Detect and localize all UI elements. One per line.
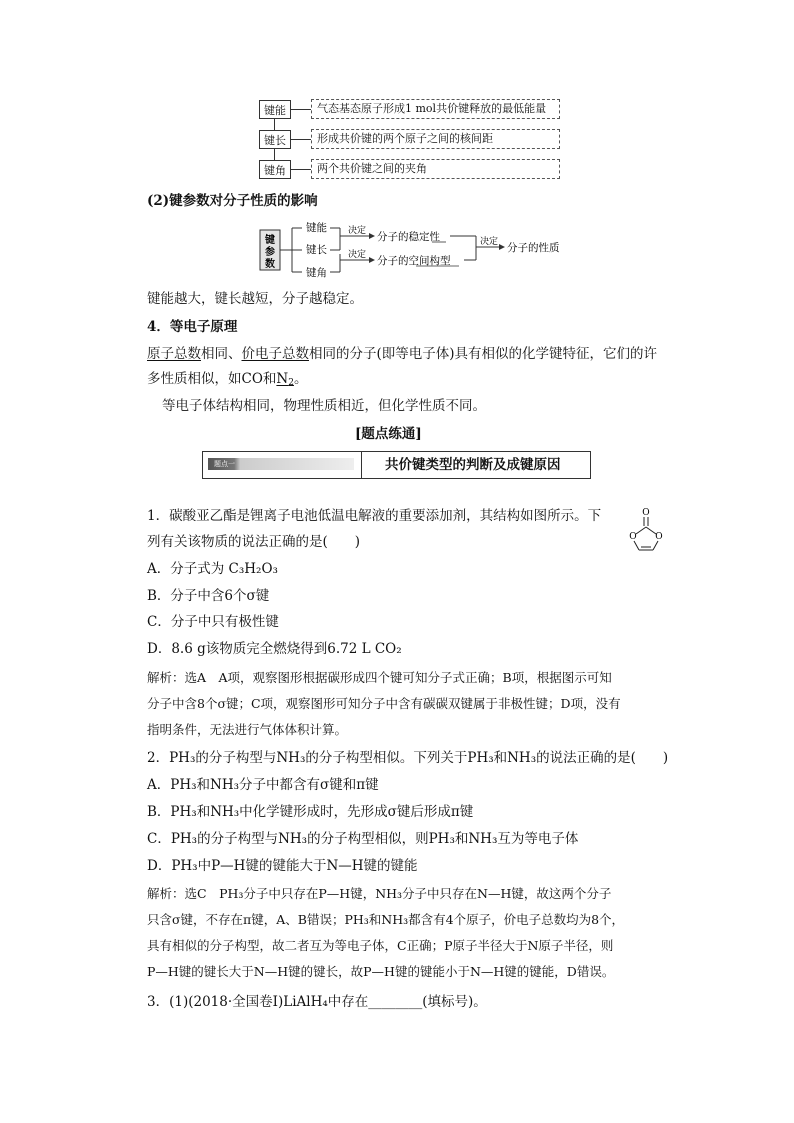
section-heading: 4．等电子原理 — [147, 319, 238, 335]
practice-title: [题点练通] — [355, 426, 422, 442]
option-c: C．PH₃的分子构型与NH₃的分子构型相似，则PH₃和NH₃互为等电子体 — [147, 831, 579, 847]
stability-label: 分子的稳定性 — [377, 231, 440, 243]
decide-label-2: 决定 — [348, 250, 367, 260]
conclusion-text: 键能越大，键长越短，分子越稳定。 — [147, 291, 363, 307]
answer-explanation: 只含σ键，不存在π键，A、B错误；PH₃和NH₃都含有4个原子，价电子总数均为8个， — [147, 912, 625, 927]
option-a: A．分子式为 C₃H₂O₃ — [147, 561, 278, 577]
question-stem: 1．碳酸亚乙酯是锂离子电池低温电解液的重要添加剂，其结构如图所示。下 — [147, 508, 602, 524]
answer-explanation: 分子中含8个σ键；C项，观察图形可知分子中含有碳碳双键属于非极性键；D项，没有 — [147, 696, 621, 711]
root-char-1: 键 — [265, 235, 275, 246]
svg-text:O: O — [629, 532, 637, 542]
paragraph: 等电子体结构相同，物理性质相近，但化学性质不同。 — [162, 398, 486, 414]
label-bond-angle: 键角 — [259, 160, 291, 179]
answer-explanation: 具有相似的分子构型，故二者互为等电子体，C正确；P原子半径大于N原子半径，则 — [147, 938, 614, 953]
answer-explanation: 解析：选A A项，观察图形根据碳形成四个键可知分子式正确；B项，根据图示可知 — [147, 670, 612, 685]
property-label: 分子的性质 — [507, 242, 560, 254]
param-bond-energy: 键能 — [306, 222, 327, 234]
paragraph: 原子总数相同、价电子总数相同的分子(即等电子体)具有相似的化学键特征，它们的许 — [147, 346, 658, 362]
connector — [291, 109, 311, 110]
param-bond-angle: 键角 — [306, 267, 327, 279]
geometry-label: 分子的空间构型 — [377, 255, 451, 267]
answer-explanation: P—H键的键长大于N—H键的键长，故P—H键的键能小于N—H键的键能，D错误。 — [147, 964, 615, 979]
label-bond-energy: 键能 — [259, 100, 291, 119]
option-b: B．PH₃和NH₃中化学键形成时，先形成σ键后形成π键 — [147, 804, 474, 820]
section-heading: (2)键参数对分子性质的影响 — [147, 193, 318, 209]
svg-text:O: O — [642, 508, 650, 518]
desc-bond-angle: 两个共价键之间的夹角 — [311, 159, 560, 179]
connector — [291, 139, 311, 140]
root-char-2: 参 — [265, 247, 275, 258]
decide-label-3: 决定 — [480, 237, 499, 247]
topic-banner — [202, 451, 591, 479]
ethylene-carbonate-structure — [622, 506, 670, 554]
answer-explanation: 指明条件，无法进行气体体积计算。 — [147, 722, 348, 737]
option-a: A．PH₃和NH₃分子中都含有σ键和π键 — [147, 777, 379, 793]
question-stem: 2．PH₃的分子构型与NH₃的分子构型相似。下列关于PH₃和NH₃的说法正确的是( ) — [147, 750, 669, 766]
decide-label-1: 决定 — [348, 226, 367, 236]
param-bond-length: 键长 — [306, 244, 327, 256]
answer-explanation: 解析：选C PH₃分子中只存在P—H键，NH₃分子中只存在N—H键，故这两个分子 — [147, 886, 612, 901]
option-d: D．PH₃中P—H键的键能大于N—H键的键能 — [147, 858, 418, 874]
label-bond-length: 键长 — [259, 130, 291, 149]
influence-diagram — [256, 216, 596, 282]
topic-title: 共价键类型的判断及成键原因 — [385, 457, 561, 473]
question-stem: 列有关该物质的说法正确的是( ) — [147, 534, 361, 550]
option-c: C．分子中只有极性键 — [147, 614, 279, 630]
desc-bond-length: 形成共价键的两个原子之间的核间距 — [311, 129, 560, 149]
question-stem: 3．(1)(2018·全国卷Ⅰ)LiAlH₄中存在________(填标号)。 — [147, 994, 487, 1010]
root-char-3: 数 — [265, 259, 275, 270]
connector — [291, 169, 311, 170]
svg-text:O: O — [655, 532, 663, 542]
option-d: D．8.6 g该物质完全燃烧得到6.72 L CO₂ — [147, 641, 402, 657]
topic-tag-bar: 题点一 — [208, 458, 354, 470]
option-b: B．分子中含6个σ键 — [147, 588, 270, 604]
desc-bond-energy: 气态基态原子形成1 mol共价键释放的最低能量 — [311, 99, 560, 119]
paragraph: 多性质相似，如CO和$N_2$。 — [147, 371, 308, 388]
